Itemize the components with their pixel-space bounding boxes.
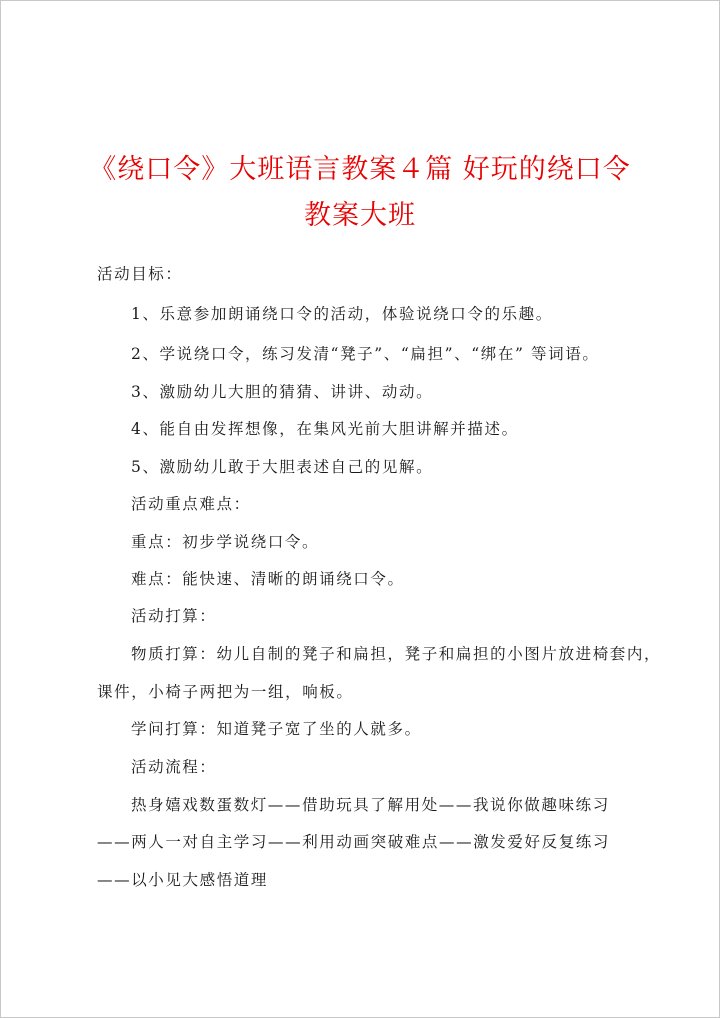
material-prep-line-1: 物质打算：幼儿自制的凳子和扁担，凳子和扁担的小图片放进椅套内， — [131, 645, 662, 663]
difficulty-text: 难点：能快速、清晰的朗诵绕口令。 — [131, 570, 405, 588]
flow-line-2: ——两人一对自主学习——利用动画突破难点——激发爱好反复练习 — [97, 833, 611, 851]
keypoints-heading: 活动重点难点： — [131, 495, 251, 513]
document-title-line-2: 教案大班 — [304, 200, 416, 231]
knowledge-prep-text: 学问打算：知道凳子宽了坐的人就多。 — [131, 720, 422, 738]
flow-line-1: 热身嬉戏数蛋数灯——借助玩具了解用处——我说你做趣味练习 — [131, 796, 610, 814]
material-prep-line-2: 课件，小椅子两把为一组，响板。 — [97, 683, 354, 701]
goals-heading: 活动目标： — [97, 265, 183, 283]
document-title-line-1: 《绕口令》大班语言教案４篇 好玩的绕口令 — [89, 154, 631, 185]
flow-heading: 活动流程： — [131, 758, 217, 776]
keypoint-text: 重点：初步学说绕口令。 — [131, 533, 320, 551]
goal-item-3: 3、激励幼儿大胆的猜猜、讲讲、动动。 — [131, 383, 434, 401]
goal-item-4: 4、能自由发挥想像，在集风光前大胆讲解并描述。 — [131, 420, 519, 438]
goal-item-5: 5、激励幼儿敢于大胆表述自己的见解。 — [131, 458, 434, 476]
goal-item-2: 2、学说绕口令，练习发清“凳子”、“扁担”、“绑在” 等词语。 — [131, 345, 600, 363]
goal-item-1: 1、乐意参加朗诵绕口令的活动，体验说绕口令的乐趣。 — [131, 305, 553, 323]
flow-line-3: ——以小见大感悟道理 — [97, 871, 269, 889]
prep-heading: 活动打算： — [131, 607, 217, 625]
